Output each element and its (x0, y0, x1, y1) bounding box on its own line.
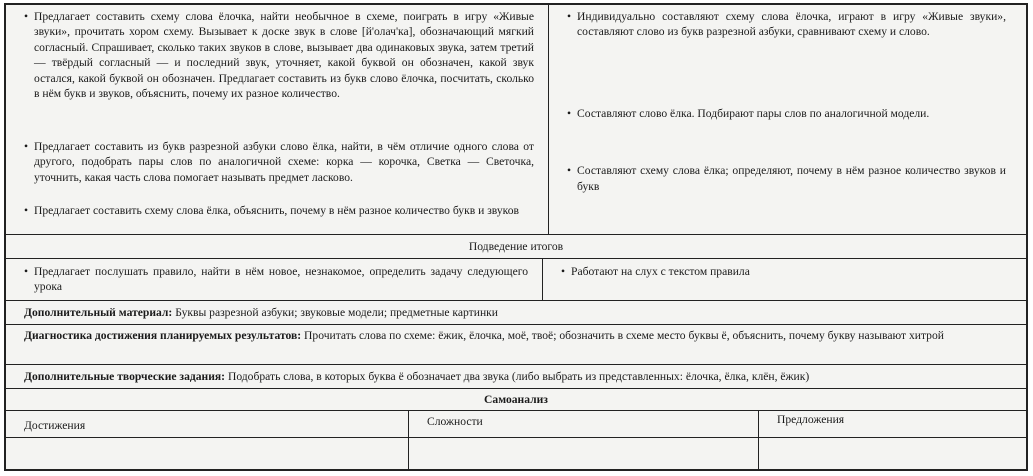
creative-text (6, 365, 1026, 384)
teacher-activities-cell (6, 5, 548, 234)
summary-teacher-cell (6, 259, 542, 300)
diagnostics-row (6, 325, 1026, 365)
student-activity-2: • Составляют слово ёлка. Подбирают пары слов по аналогичной модели. (567, 106, 1006, 121)
extra-material-label: Дополнительный материал: (24, 306, 173, 319)
creative-label: Дополнительные творческие задания: (24, 370, 226, 383)
self-analysis-heading: Самоанализ (484, 393, 548, 406)
extra-material-text (6, 301, 1026, 320)
teacher-activity-2: • Предлагает составить из букв разрезной азбуки слово ёлка, найти, в чём отличие одного слова от другого, подобрать пары слов по аналогичной схеме: корка — корочка, Светка — Светочка, уточнить, какая часть слова помогает называть предмет ласково. (24, 139, 534, 203)
achievements-divider (6, 437, 408, 438)
summary-heading: Подведение итогов (468, 240, 564, 253)
proposals-divider (759, 437, 1026, 438)
achievements-label: Достижения (24, 419, 86, 432)
creative-row (6, 365, 1026, 389)
difficulties-divider (409, 437, 758, 438)
student-activity-3: • Составляют схему слова ёлка; определяют, почему в нём разное количество звуков и букв (567, 163, 1006, 194)
student-activities-cell (548, 5, 1026, 234)
extra-material-value: Буквы разрезной азбуки; звуковые модели; предметные картинки (172, 306, 498, 319)
teacher-activity-1: • Предлагает составить схему слова ёлочка, найти необычное в схеме, поиграть в игру «Живые звуки», прочитать хором схему. Вызывает к доске звук в слове [й'олач'ка], обозначающий мягкий согласный. Спрашивает, сколько таких звуков в слове, вызывает два одинаковых звука, затем третий — твёрдый согласный — и последний звук, уточняет, какой буквой он обозначен, какой звук остался, какой буквой он обозначен. Предлагает составить из букв слово ёлочка, посчитать, сколько в нём букв и звуков, объяснить, почему их разное количество. (24, 9, 534, 139)
diagnostics-label: Диагностика достижения планируемых результатов: (24, 329, 302, 342)
achievements-cell (6, 411, 408, 469)
summary-row (6, 259, 1026, 301)
summary-student-text: • Работают на слух с текстом правила (561, 264, 1006, 279)
summary-heading-row (6, 235, 1026, 259)
extra-material-row (6, 301, 1026, 325)
diagnostics-value: Прочитать слова по схеме: ёжик, ёлочка, моё, твоё; обозначить в схеме место буквы ё, объяснить, почему букву называют хитрой (301, 329, 944, 342)
student-activity-1: • Индивидуально составляют схему слова ёлочка, играют в игру «Живые звуки», составляют слово из букв разрезной азбуки, сравнивают схему и слово. (567, 9, 1006, 40)
summary-student-cell (542, 259, 1026, 300)
self-analysis-heading-row (6, 389, 1026, 411)
proposals-label: Предложения (777, 413, 845, 426)
difficulties-label: Сложности (427, 415, 483, 428)
self-analysis-row (6, 411, 1026, 469)
teacher-activity-3: • Предлагает составить схему слова ёлка, объяснить, почему в нём разное количество букв и звуков (24, 203, 534, 218)
lesson-plan-table (4, 3, 1028, 471)
activities-row (6, 5, 1026, 235)
summary-teacher-text: • Предлагает послушать правило, найти в нём новое, незнакомое, определить задачу следующего урока (24, 264, 528, 295)
proposals-cell (758, 411, 1026, 469)
difficulties-cell (408, 411, 758, 469)
creative-value: Подобрать слова, в которых буква ё обозначает два звука (либо выбрать из представленных: ёлочка, ёлка, клён, ёжик) (225, 370, 810, 383)
diagnostics-text (6, 325, 1026, 343)
